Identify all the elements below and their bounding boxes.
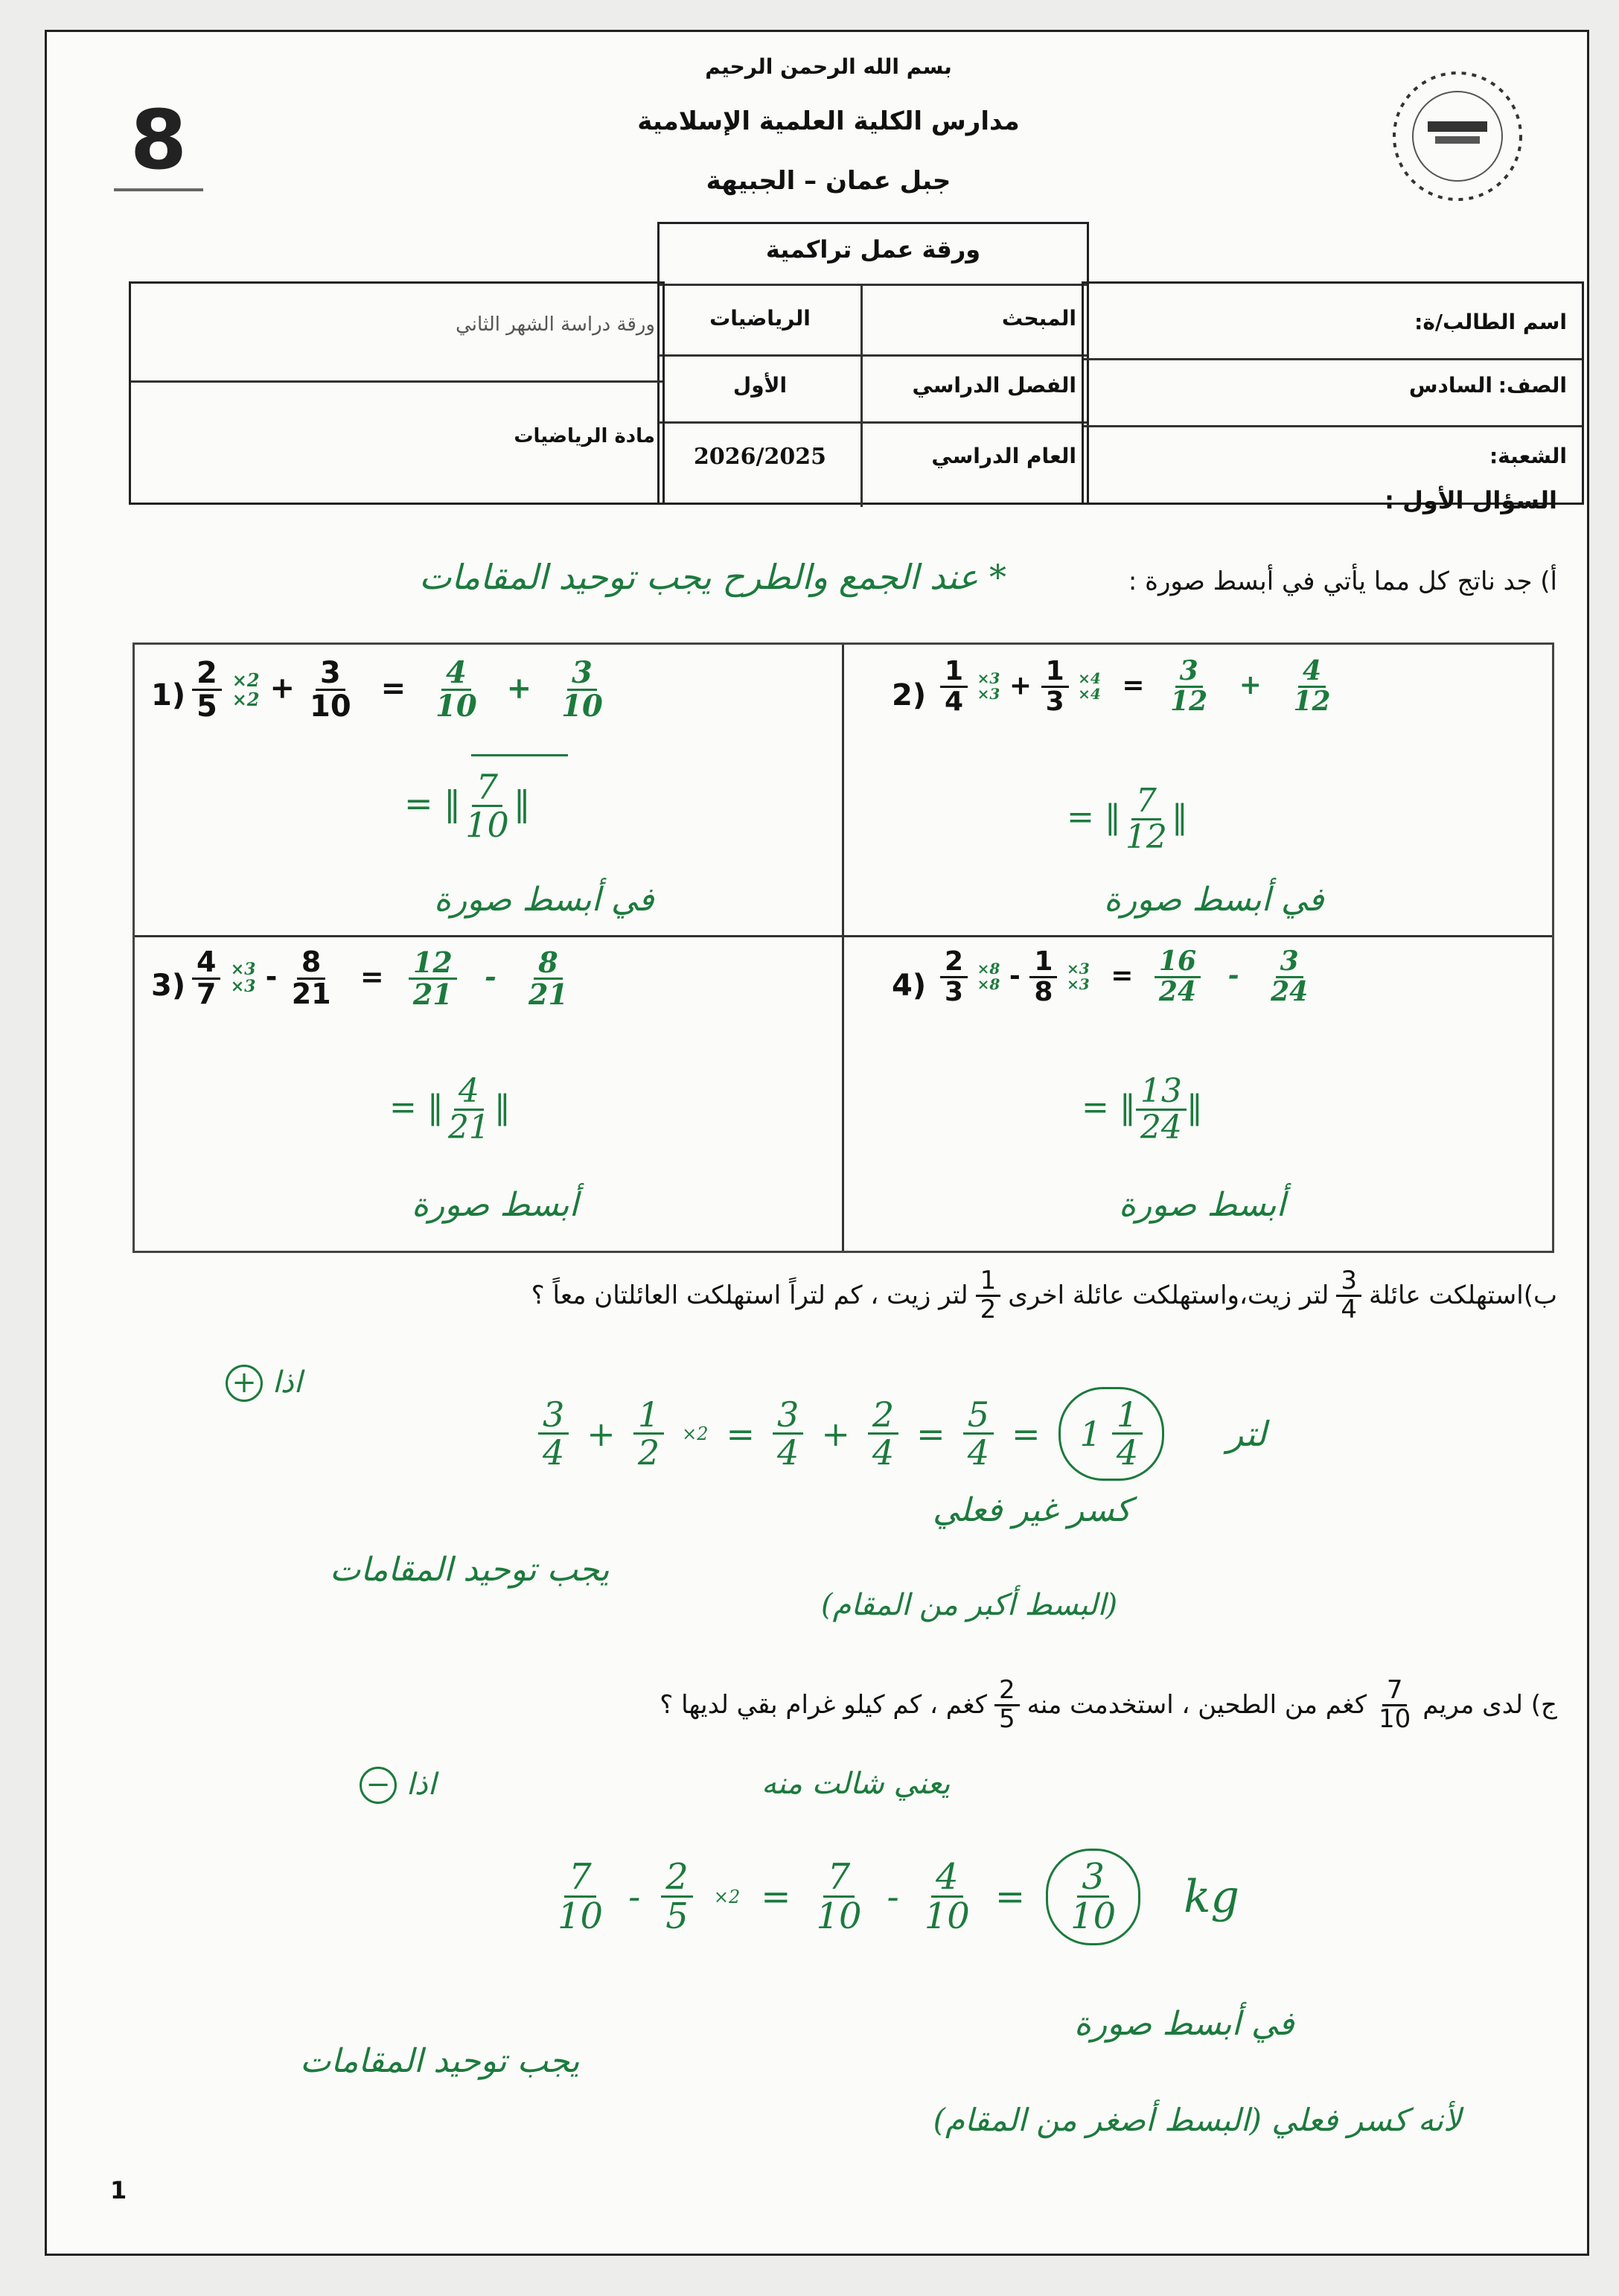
operator: + <box>269 671 296 706</box>
part-c-hint-2: يعني شالت منه <box>761 1767 951 1801</box>
answer: = ‖ $\frac{7}{12}$ ‖ <box>1067 782 1188 857</box>
student-info-box <box>1082 281 1584 505</box>
simplest-form-note: أبسط صورة <box>412 1186 578 1224</box>
class-value: السادس <box>1408 373 1492 398</box>
part-a-note: * عند الجمع والطرح يجب توحيد المقامات <box>419 557 1006 597</box>
part-b-work: $\frac{3}{4}$ + $\frac{1}{2}$ ×2 = $\frac{3}{4}$ + $\frac{2}{4}$ = $\frac{5}{4}$ = 1 $\frac{1}{4}$ لتر <box>538 1387 1266 1481</box>
year-value: 2026/2025 <box>694 444 826 470</box>
term-label: الفصل الدراسي <box>912 373 1076 398</box>
mixed-number-cloud: 1 $\frac{1}{4}$ <box>1058 1387 1165 1481</box>
year-label: العام الدراسي <box>931 444 1076 468</box>
fraction-b: $\frac{3}{10}$ <box>309 656 351 724</box>
simplest-form-note: في أبسط صورة <box>1104 881 1324 919</box>
problem-number: 2) <box>892 678 927 712</box>
part-a-prompt: أ) جد ناتج كل مما يأتي في أبسط صورة : <box>1128 567 1557 596</box>
problem-4: 4) $\frac{2}{3}$ ×8 ×8 - $\frac{1}{8}$ ×3 ×3 = $\frac{16}{24}$ - $\frac{3}{24}$ = ‖ $\frac{13}{24}$ ‖ أبسط صورة <box>892 945 1309 1224</box>
term-value: الأول <box>732 373 788 398</box>
seal-emblem-icon <box>1372 62 1543 211</box>
worksheet-page <box>45 30 1589 2256</box>
worksheet-title: ورقة عمل تراكمية <box>765 235 981 264</box>
school-name: مدارس الكلية العلمية الإسلامية <box>637 106 1020 136</box>
basmala: بسم الله الرحمن الرحيم <box>705 54 952 79</box>
section-label: الشعبة: <box>1489 444 1567 468</box>
problem-number: 1) <box>151 678 186 712</box>
part-b-note-1: كسر غير فعلي <box>933 1491 1131 1529</box>
problem-2: 2) $\frac{1}{4}$ ×3 ×3 + $\frac{1}{3}$ ×4 ×4 = $\frac{3}{12}$ + $\frac{4}{12}$ = ‖ $\frac{7}{12}$ ‖ في أبسط صورة <box>892 655 1331 919</box>
part-b-note-3: يجب توحيد المقامات <box>330 1551 610 1589</box>
study-month-label: ورقة دراسة الشهر الثاني <box>456 313 655 336</box>
part-b-note-2: (البسط أكبر من المقام) <box>821 1588 1118 1622</box>
part-c-question: ج) لدى مريم $\frac{7}{10}$ كغم من الطحين ، استخدمت منه $\frac{2}{5}$ كغم ، كم كيلو غرام بقي لديها ؟ <box>660 1675 1557 1734</box>
study-info-box <box>129 281 665 505</box>
answer: = ‖ $\frac{13}{24}$ ‖ <box>1082 1072 1203 1147</box>
class-label: الصف: <box>1498 373 1567 398</box>
info-center-box <box>657 222 1089 505</box>
page-number: 1 <box>110 2176 127 2204</box>
part-c-note-1: في أبسط صورة <box>1074 2005 1294 2043</box>
part-c-note-3: لأنه كسر فعلي (البسط أصغر من المقام) <box>933 2102 1461 2138</box>
answer-cloud: $\frac{3}{10}$ <box>1046 1849 1140 1945</box>
part-b-hint: + اذا <box>226 1365 302 1402</box>
problem-3: 3) $\frac{4}{7}$ ×3 ×3 - $\frac{8}{21}$ = $\frac{12}{21}$ - $\frac{8}{21}$ = ‖ $\frac{4}{21}$ ‖ أبسط صورة <box>151 945 578 1224</box>
logo-number: 8 <box>130 92 188 188</box>
answer: = ‖ $\frac{4}{21}$ ‖ <box>389 1072 511 1147</box>
part-b-question: ب)استهلكت عائلة $\frac{3}{4}$ لتر زيت،واستهلكت عائلة اخرى $\frac{1}{2}$ لتر زيت ، كم لتراً استهلكت العائلتان معاً ؟ <box>531 1266 1557 1324</box>
part-c-note-2: يجب توحيد المقامات <box>300 2042 580 2080</box>
question-1-title: السؤال الأول : <box>1385 486 1557 514</box>
simplest-form-note: أبسط صورة <box>1119 1186 1286 1224</box>
answer: = ‖ $\frac{7}{10}$ ‖ <box>404 767 531 846</box>
work-fraction-2: $\frac{3}{10}$ <box>561 655 603 724</box>
subject-label: المبحث <box>1001 306 1076 331</box>
school-seal <box>1372 62 1543 211</box>
fraction-a: $\frac{2}{5}$ <box>192 657 222 722</box>
part-c-hint: − اذا <box>360 1767 436 1804</box>
simplest-form-note: في أبسط صورة <box>434 881 654 919</box>
problem-number: 4) <box>892 969 927 1003</box>
left-logo <box>106 92 211 203</box>
school-location: جبل عمان – الجبيهة <box>706 166 951 196</box>
student-name-label: اسم الطالب/ة: <box>1414 310 1567 334</box>
problem-number: 3) <box>151 969 186 1003</box>
subject-value: الرياضيات <box>709 306 811 331</box>
work-fraction-1: $\frac{4}{10}$ <box>435 655 477 724</box>
part-c-work: $\frac{7}{10}$ - $\frac{2}{5}$ ×2 = $\frac{7}{10}$ - $\frac{4}{10}$ = $\frac{3}{10}$ kg <box>553 1849 1239 1945</box>
study-subject-label: مادة الرياضيات <box>514 425 655 447</box>
problem-1: 1) $\frac{2}{5}$ ×2 ×2 + $\frac{3}{10}$ = $\frac{4}{10}$ + $\frac{3}{10}$ = ‖ $\frac{7}{10}$ ‖ في أبسط صورة <box>151 655 654 919</box>
